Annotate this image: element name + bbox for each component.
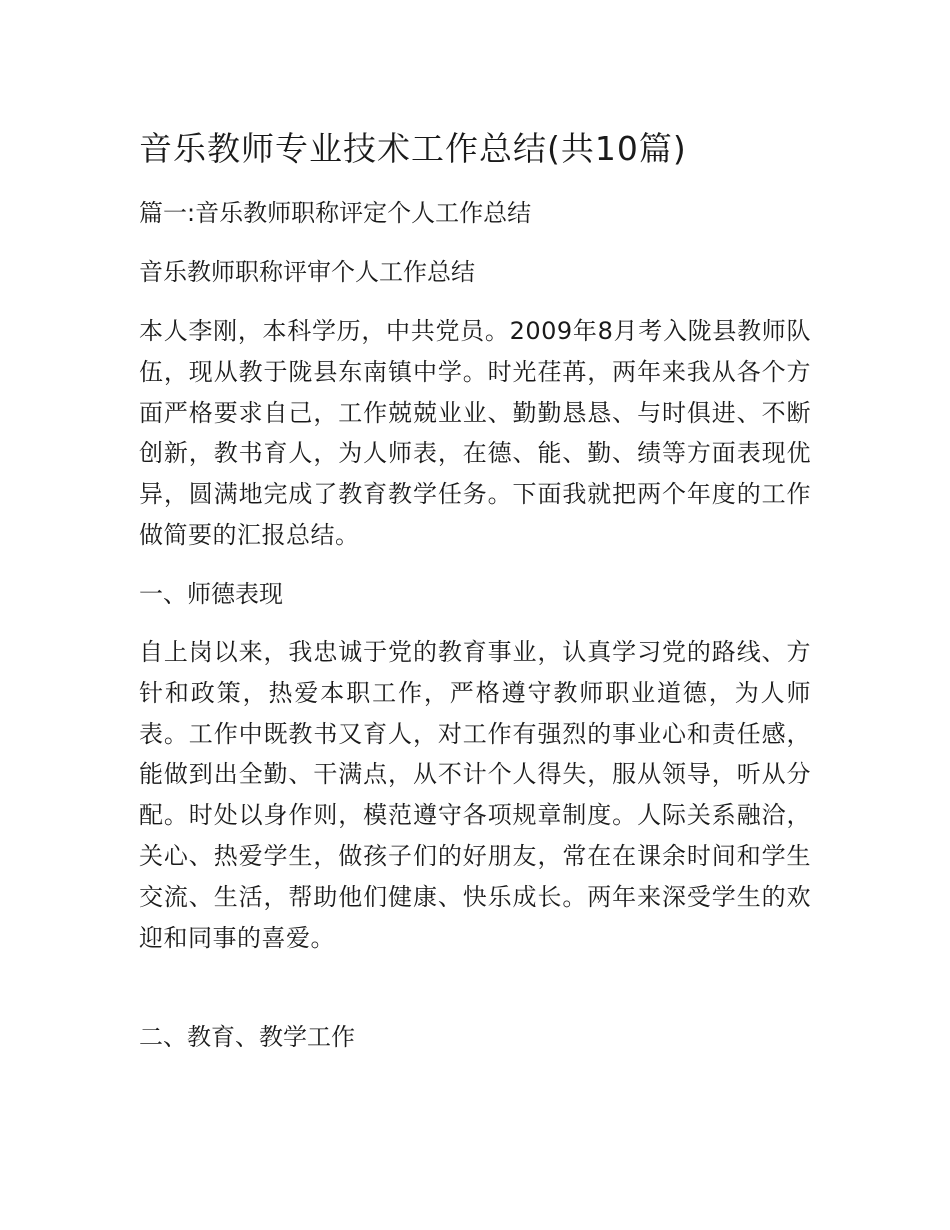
intro-paragraph: 本人李刚，本科学历，中共党员。2009年8月考入陇县教师队伍，现从教于陇县东南镇中学。时光荏苒，两年来我从各个方面严格要求自己，工作兢兢业业、勤勤恳恳、与时俱进、不断创新，教书育人，为人师表，在德、能、勤、绩等方面表现优异，圆满地完成了教育教学任务。下面我就把两个年度的工作做简要的汇报总结。 [139,317,811,549]
subtitle: 音乐教师职称评审个人工作总结 [139,258,475,286]
section-heading-ethics: 一、师德表现 [139,580,283,608]
section-paragraph-ethics: 自上岗以来，我忠诚于党的教育事业，认真学习党的路线、方针和政策，热爱本职工作，严格遵守教师职业道德，为人师表。工作中既教书又育人，对工作有强烈的事业心和责任感，能做到出全勤、干满点，从不计个人得失，服从领导，听从分配。时处以身作则，模范遵守各项规章制度。人际关系融洽，关心、热爱学生，做孩子们的好朋友，常在在课余时间和学生交流、生活，帮助他们健康、快乐成长。两年来深受学生的欢迎和同事的喜爱。 [139,638,811,952]
section-heading-teaching: 二、教育、教学工作 [139,1023,355,1051]
document-title: 音乐教师专业技术工作总结(共10篇) [139,129,687,168]
chapter-heading: 篇一:音乐教师职称评定个人工作总结 [139,199,532,227]
